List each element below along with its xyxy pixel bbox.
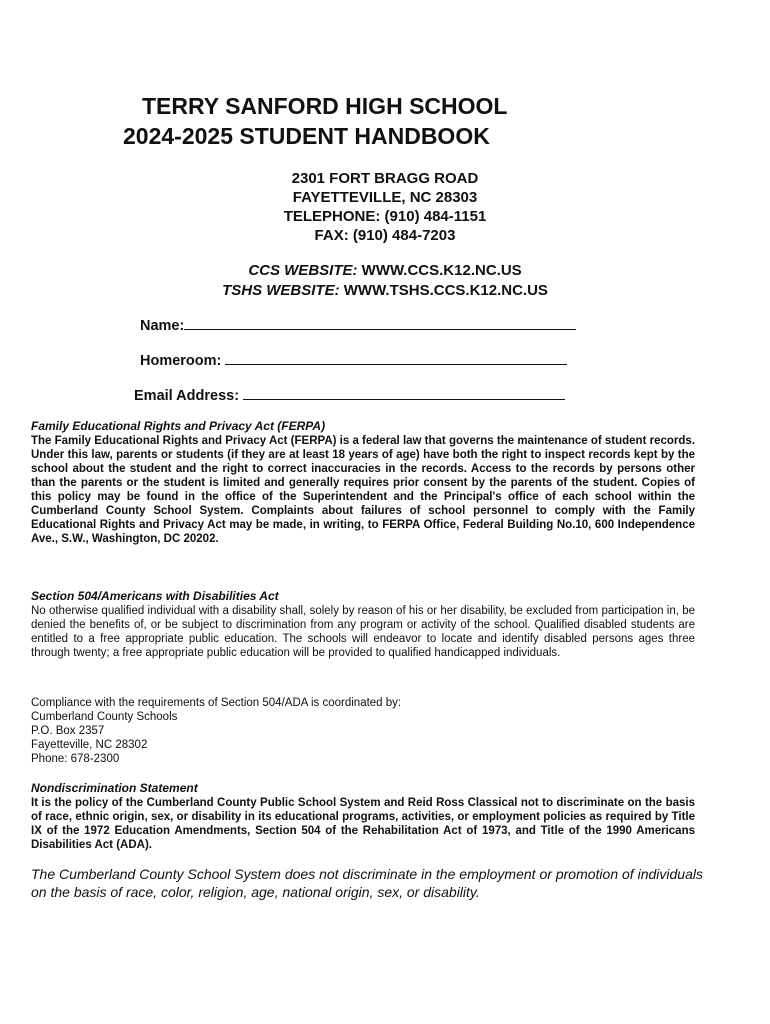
address-street: 2301 FORT BRAGG ROAD bbox=[291, 170, 479, 187]
nondiscrimination-body: It is the policy of the Cumberland County Public School System and Reid Ross Classical not to discriminate on the basis of race, ethnic origin, sex, or disability in its educational programs, activities, or employment policies as required by Title IX of the 1972 Education Amendments, Section 504 of the Rehabilitation Act of 1973, and Title of the 1990 Americans Disabilities Act (ADA). bbox=[31, 797, 695, 851]
homeroom-blank-line[interactable] bbox=[225, 350, 567, 365]
school-address bbox=[0, 169, 770, 245]
nondiscrimination-italic-statement: The Cumberland County School System does not discriminate in the employment or promotion of individuals on the basis of race, color, religion, age, national origin, sex, or disability. bbox=[31, 866, 703, 900]
nondiscrimination-heading: Nondiscrimination Statement bbox=[31, 781, 198, 795]
ferpa-body: The Family Educational Rights and Privacy Act (FERPA) is a federal law that governs the maintenance of student records. Under this law, parents or students (if they are at least 18 years of age) have both the right to inspect records kept by the school about the student and the right to correct inaccuracies in the records. Access to the records by persons other than the parents or the student is limited and generally requires prior consent by the parents of the student. Copies of this policy may be found in the office of the Superintendent and the Principal's office of each school within the Cumberland County School System. Complaints about failures of school personnel to comply with the Family Educational Rights and Privacy Act may be made, in writing, to FERPA Office, Federal Building No.10, 600 Independence Ave., S.W., Washington, DC 20202. bbox=[31, 435, 695, 545]
title-school-name: TERRY SANFORD HIGH SCHOOL bbox=[142, 93, 508, 119]
email-field[interactable] bbox=[134, 385, 565, 404]
section504-heading: Section 504/Americans with Disabilities Act bbox=[31, 589, 279, 603]
name-field[interactable] bbox=[140, 315, 576, 334]
name-label: Name: bbox=[140, 318, 185, 334]
section504-body: No otherwise qualified individual with a disability shall, solely by reason of his or her disability, be excluded from participation in, be denied the benefits of, or be subject to discrimination from any program or activity of the school. Qualified disabled students are entitled to a free appropriate public education. The schools will endeavor to locate and identify disabled persons ages three through twenty; a free appropriate public education will be provided to qualified handicapped individuals. bbox=[31, 605, 695, 659]
websites bbox=[0, 261, 770, 301]
email-blank-line[interactable] bbox=[243, 385, 565, 400]
ccs-website-label: CCS WEBSITE: bbox=[248, 262, 358, 279]
compliance-phone: Phone: 678-2300 bbox=[31, 753, 120, 765]
tshs-website-line bbox=[0, 281, 770, 301]
compliance-intro: Compliance with the requirements of Section 504/ADA is coordinated by: bbox=[31, 697, 402, 709]
homeroom-field[interactable] bbox=[140, 350, 567, 369]
ferpa-heading: Family Educational Rights and Privacy Act (FERPA) bbox=[31, 419, 326, 433]
ccs-website-line bbox=[0, 261, 770, 281]
ccs-website-url[interactable]: WWW.CCS.K12.NC.US bbox=[361, 262, 522, 279]
tshs-website-label: TSHS WEBSITE: bbox=[222, 282, 340, 299]
homeroom-label: Homeroom: bbox=[140, 353, 222, 369]
compliance-city: Fayetteville, NC 28302 bbox=[31, 739, 148, 751]
compliance-org: Cumberland County Schools bbox=[31, 711, 178, 723]
name-blank-line[interactable] bbox=[184, 315, 576, 330]
email-label: Email Address: bbox=[134, 388, 240, 404]
title-handbook-year: 2024-2025 STUDENT HANDBOOK bbox=[123, 123, 490, 149]
compliance-contact bbox=[31, 696, 695, 766]
tshs-website-url[interactable]: WWW.TSHS.CCS.K12.NC.US bbox=[343, 282, 548, 299]
address-fax: FAX: (910) 484-7203 bbox=[314, 227, 456, 244]
compliance-po-box: P.O. Box 2357 bbox=[31, 725, 105, 737]
address-city: FAYETTEVILLE, NC 28303 bbox=[292, 189, 478, 206]
address-telephone: TELEPHONE: (910) 484-1151 bbox=[283, 208, 487, 225]
